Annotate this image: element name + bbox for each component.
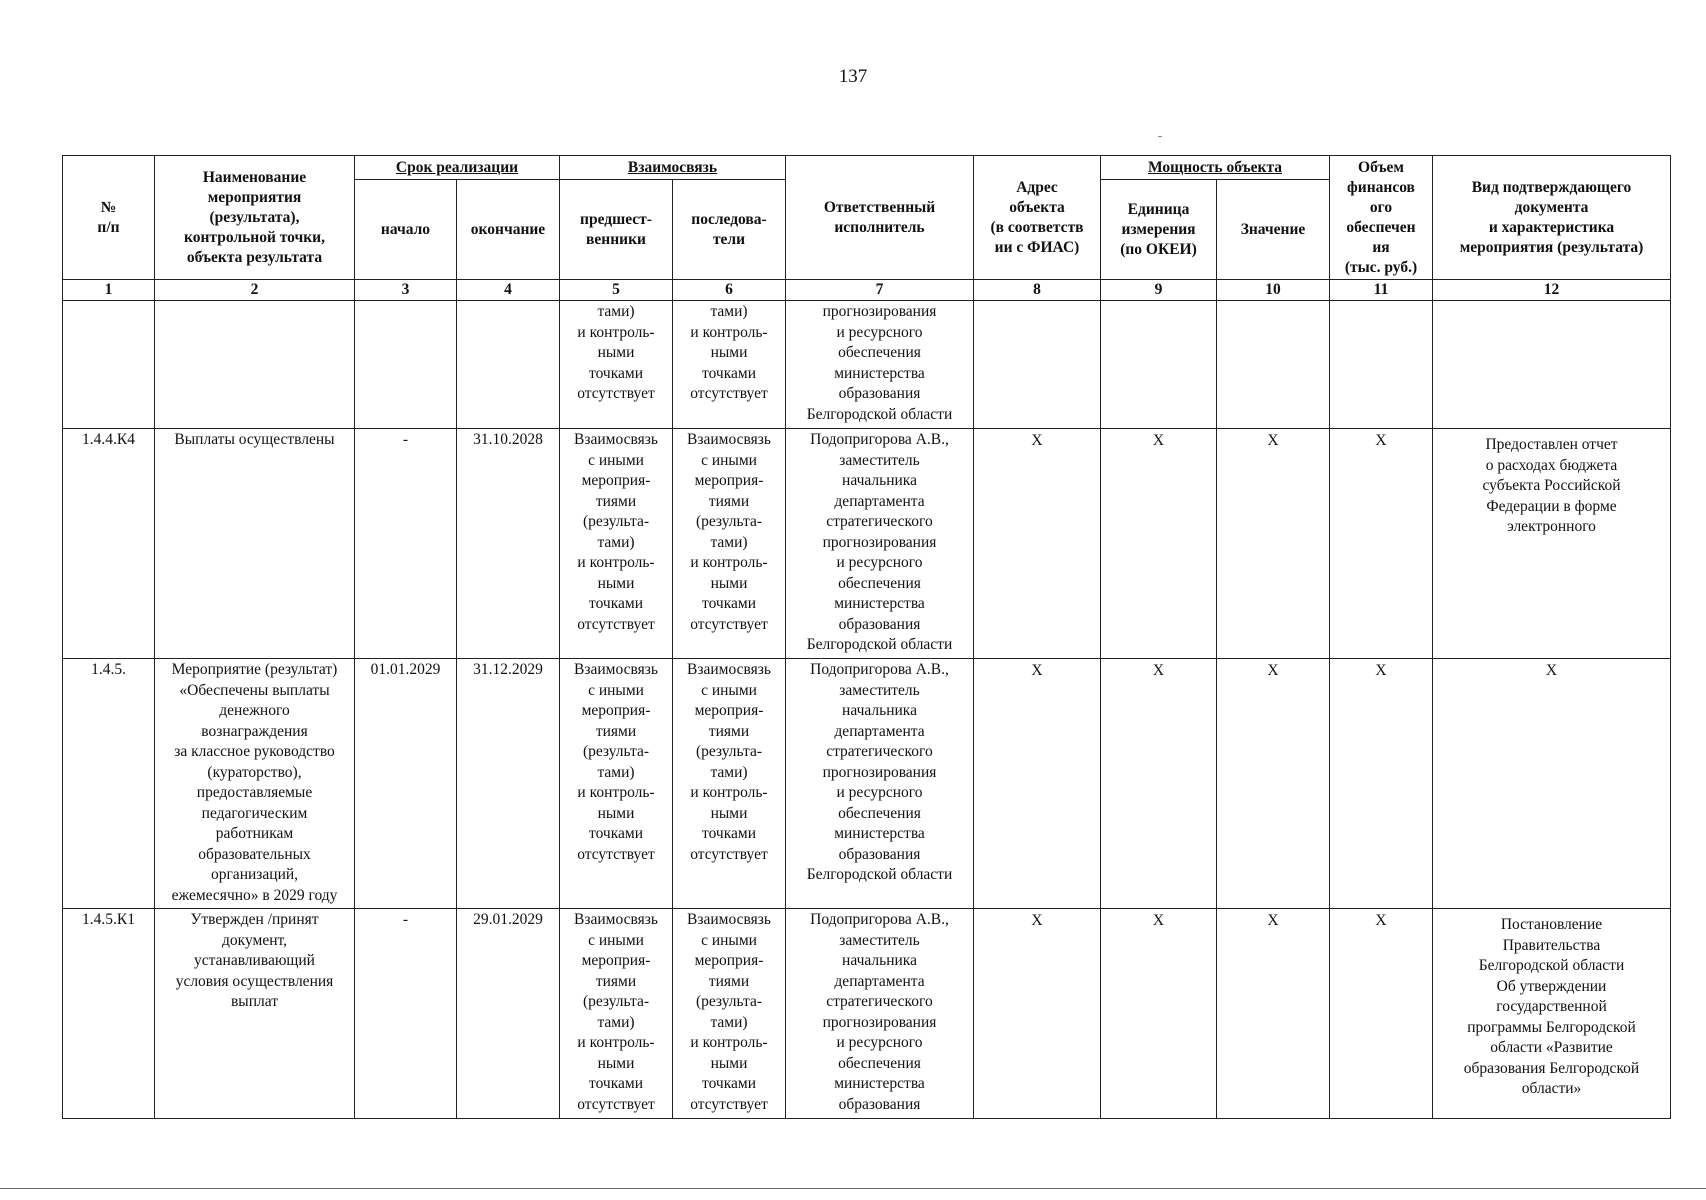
- column-number: 6: [673, 280, 786, 301]
- cell-responsible: Подопригорова А.В., заместитель начальника департамента стратегического прогнозирования и ресурсного обеспечения министерства образования Белгородской области: [786, 429, 974, 659]
- column-number: 12: [1433, 280, 1671, 301]
- table-row: [63, 429, 1671, 659]
- header-responsible: Ответственный исполнитель: [786, 156, 974, 280]
- table-row: [63, 909, 1671, 1119]
- column-number: 2: [155, 280, 355, 301]
- header-name: Наименование мероприятия (результата), контрольной точки, объекта результата: [155, 156, 355, 280]
- cell-num: [63, 301, 155, 429]
- cell-address: X: [974, 429, 1101, 659]
- cell-volume: [1330, 301, 1433, 429]
- plan-table-container: [62, 155, 1670, 1119]
- cell-end: 31.12.2029: [457, 659, 560, 909]
- header-term: Срок реализации: [355, 156, 560, 180]
- cell-volume: X: [1330, 909, 1433, 1119]
- cell-doc: [1433, 301, 1671, 429]
- header-term-start: начало: [355, 180, 457, 280]
- header-term-end: окончание: [457, 180, 560, 280]
- table-row: [63, 301, 1671, 429]
- column-number: 7: [786, 280, 974, 301]
- cell-doc: Постановление Правительства Белгородской области Об утверждении государственной программы Белгородской области «Развитие образования Белгородской области»: [1433, 909, 1671, 1119]
- cell-end: 31.10.2028: [457, 429, 560, 659]
- cell-prev: Взаимосвязь с иными мероприя- тиями (результа- тами) и контроль- ными точками отсутствует: [560, 429, 673, 659]
- column-number: 9: [1101, 280, 1217, 301]
- cell-address: X: [974, 659, 1101, 909]
- plan-table: [62, 155, 1671, 1119]
- cell-address: X: [974, 909, 1101, 1119]
- cell-next: Взаимосвязь с иными мероприя- тиями (результа- тами) и контроль- ными точками отсутствует: [673, 909, 786, 1119]
- header-unit: Единица измерения (по ОКЕИ): [1101, 180, 1217, 280]
- cell-address: [974, 301, 1101, 429]
- cell-value: X: [1217, 429, 1330, 659]
- cell-doc: Предоставлен отчет о расходах бюджета субъекта Российской Федерации в форме электронного: [1433, 429, 1671, 659]
- cell-prev: Взаимосвязь с иными мероприя- тиями (результа- тами) и контроль- ными точками отсутствует: [560, 659, 673, 909]
- column-number: 5: [560, 280, 673, 301]
- cell-prev: тами) и контроль- ными точками отсутствует: [560, 301, 673, 429]
- column-number: 8: [974, 280, 1101, 301]
- header-link-next: последова- тели: [673, 180, 786, 280]
- column-number: 4: [457, 280, 560, 301]
- scan-speck: [1158, 136, 1162, 137]
- header-value: Значение: [1217, 180, 1330, 280]
- header-link: Взаимосвязь: [560, 156, 786, 180]
- cell-end: 29.01.2029: [457, 909, 560, 1119]
- cell-unit: [1101, 301, 1217, 429]
- column-number: 1: [63, 280, 155, 301]
- cell-num: 1.4.4.К4: [63, 429, 155, 659]
- cell-unit: X: [1101, 659, 1217, 909]
- cell-value: [1217, 301, 1330, 429]
- cell-num: 1.4.5.К1: [63, 909, 155, 1119]
- cell-responsible: Подопригорова А.В., заместитель начальника департамента стратегического прогнозирования и ресурсного обеспечения министерства образования Белгородской области: [786, 659, 974, 909]
- cell-unit: X: [1101, 429, 1217, 659]
- cell-value: X: [1217, 659, 1330, 909]
- column-numbers-row: [63, 280, 1671, 301]
- cell-prev: Взаимосвязь с иными мероприя- тиями (результа- тами) и контроль- ными точками отсутствует: [560, 909, 673, 1119]
- cell-responsible: прогнозирования и ресурсного обеспечения министерства образования Белгородской области: [786, 301, 974, 429]
- column-number: 11: [1330, 280, 1433, 301]
- cell-start: -: [355, 429, 457, 659]
- cell-end: [457, 301, 560, 429]
- header-doc: Вид подтверждающего документа и характеристика мероприятия (результата): [1433, 156, 1671, 280]
- cell-name: Мероприятие (результат) «Обеспечены выплаты денежного вознаграждения за классное руководство (кураторство), предоставляемые педагогическим работникам образовательных организаций, ежемесячно» в 2029 году: [155, 659, 355, 909]
- header-volume: Объем финансов ого обеспечен ия (тыс. руб.): [1330, 156, 1433, 280]
- cell-name: [155, 301, 355, 429]
- header-capacity: Мощность объекта: [1101, 156, 1330, 180]
- cell-name: Утвержден /принят документ, устанавливающий условия осуществления выплат: [155, 909, 355, 1119]
- page-number: 137: [838, 66, 868, 87]
- cell-next: Взаимосвязь с иными мероприя- тиями (результа- тами) и контроль- ными точками отсутствует: [673, 659, 786, 909]
- cell-start: -: [355, 909, 457, 1119]
- cell-next: Взаимосвязь с иными мероприя- тиями (результа- тами) и контроль- ными точками отсутствует: [673, 429, 786, 659]
- cell-volume: X: [1330, 429, 1433, 659]
- cell-start: 01.01.2029: [355, 659, 457, 909]
- scan-bottom-edge: [0, 1188, 1706, 1189]
- column-number: 3: [355, 280, 457, 301]
- header-address: Адрес объекта (в соответств ии с ФИАС): [974, 156, 1101, 280]
- cell-unit: X: [1101, 909, 1217, 1119]
- header-num: № п/п: [63, 156, 155, 280]
- cell-value: X: [1217, 909, 1330, 1119]
- table-row: [63, 659, 1671, 909]
- header-link-prev: предшест- венники: [560, 180, 673, 280]
- cell-responsible: Подопригорова А.В., заместитель начальника департамента стратегического прогнозирования и ресурсного обеспечения министерства образования: [786, 909, 974, 1119]
- cell-next: тами) и контроль- ными точками отсутствует: [673, 301, 786, 429]
- cell-start: [355, 301, 457, 429]
- column-number: 10: [1217, 280, 1330, 301]
- cell-volume: X: [1330, 659, 1433, 909]
- cell-num: 1.4.5.: [63, 659, 155, 909]
- cell-name: Выплаты осуществлены: [155, 429, 355, 659]
- cell-doc: X: [1433, 659, 1671, 909]
